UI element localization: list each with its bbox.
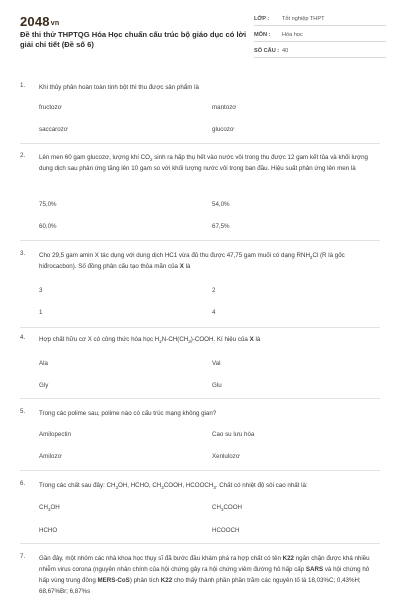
text-part: là (253, 336, 261, 343)
logo-suffix: vn (50, 20, 60, 27)
text-part: COOH, HCOOCH (163, 482, 214, 489)
lop-value: Tốt nghiệp THPT (282, 16, 325, 22)
question-text: Trong các polime sau, polime nào có cấu trúc mạng không gian? (39, 410, 217, 417)
text-part: Cho 29,5 gam amin X tác dụng với dung dịch HC1 vừa đủ thu được 47,75 gam muối có dạng RNH (39, 252, 310, 259)
text-part: COOH (223, 504, 243, 511)
text-part: và hội chứng hô hấp vùng trung đông (39, 566, 370, 584)
text-part: Lên men 60 gam glucozơ, lượng khí CO (39, 154, 150, 161)
option-a[interactable]: 75,0% (39, 201, 57, 208)
subscript: 3 (188, 339, 191, 345)
option-a[interactable]: Amilopectin (39, 431, 71, 438)
document-title: Đề thi thử THPTQG Hóa Học chuẩn cấu trúc bộ giáo dục có lời giải chi tiết (Đề số 6) (20, 30, 247, 49)
logo-text: 2048 (20, 14, 50, 29)
question-text (39, 480, 379, 491)
divider (20, 470, 380, 471)
subscript: 3 (309, 255, 313, 261)
option-d[interactable]: Xenlulozơ (212, 453, 240, 460)
text-part: sinh ra hấp thụ hết vào nước vôi trong thu được 12 gam kết tủa và khối lượng dung dịch sau phản ứng tăng lên 10 gam so với khối lượng nước vôi trong ban đầu. Hiệu suất phản ứng lên men là (39, 154, 368, 172)
option-b[interactable]: Val (212, 360, 221, 367)
option-d[interactable]: Glu (212, 382, 222, 389)
question-number: 2. (20, 152, 26, 159)
bold-text: K22 (282, 555, 294, 562)
option-b[interactable]: Cao su lưu hóa (212, 431, 255, 438)
divider (20, 143, 380, 144)
bold-text: X (249, 336, 254, 343)
option-c[interactable]: 60,0% (39, 223, 57, 230)
question-number: 3. (20, 250, 26, 257)
meta-row-mon (254, 30, 386, 42)
mon-label: MÔN : (254, 32, 271, 38)
question-text (39, 250, 379, 272)
question-number: 5. (20, 408, 26, 415)
question-text: Khi thủy phân hoàn toàn tinh bột thì thu được sản phẩm là (39, 84, 199, 91)
text-part: là (183, 263, 191, 270)
bold-text: X (179, 263, 184, 270)
text-part: Gần đây, một nhóm các nhà khoa học thụy sĩ đã bước đầu khám phá ra hợp chất có tên (39, 555, 283, 562)
question-number: 6. (20, 480, 26, 487)
logo[interactable] (20, 14, 59, 29)
question-number: 1. (20, 82, 26, 89)
option-a[interactable]: fructozơ (39, 104, 62, 111)
meta-box (254, 14, 386, 62)
subscript: 2 (159, 339, 162, 345)
text-part: Trong các chất sau đây: CH (39, 482, 116, 489)
meta-row-socau (254, 46, 386, 58)
option-c[interactable]: 1 (39, 309, 43, 316)
option-d[interactable]: 67,5% (212, 223, 230, 230)
divider (20, 327, 380, 328)
divider (20, 543, 380, 544)
option-a[interactable]: 3 (39, 287, 43, 294)
text-part: CH (212, 504, 221, 511)
text-part: CH (39, 504, 48, 511)
subscript: 3 (161, 485, 164, 491)
bold-text: SARS (305, 566, 324, 573)
mon-value: Hóa học (282, 32, 303, 38)
option-b[interactable]: mantozơ (212, 104, 237, 111)
lop-label: LỚP : (254, 16, 270, 22)
question-number: 4. (20, 334, 26, 341)
option-c[interactable]: Amilozơ (39, 453, 62, 460)
socau-value: 40 (282, 48, 289, 54)
text-part: OH (50, 504, 60, 511)
divider (20, 398, 380, 399)
option-a[interactable] (39, 504, 60, 512)
option-d[interactable]: glucozơ (212, 126, 234, 133)
question-text (39, 152, 379, 174)
subscript: 3 (220, 507, 224, 513)
subscript: 2 (149, 157, 153, 163)
option-b[interactable]: 2 (212, 287, 216, 294)
text-part: OH, HCHO, CH (117, 482, 162, 489)
option-d[interactable]: 4 (212, 309, 216, 316)
option-c[interactable]: saccarozơ (39, 126, 68, 133)
option-c[interactable]: HCHO (39, 527, 58, 534)
text-part: Cl (R là gốc hiđrocacbon). Số đồng phân cấu tạo thỏa mãn của (39, 252, 345, 270)
question-number: 7. (20, 553, 26, 560)
text-part: N-CH(CH (161, 336, 189, 343)
option-b[interactable]: 54,0% (212, 201, 230, 208)
text-part: Hợp chất hữu cơ X có công thức hóa học H (39, 336, 160, 343)
text-part: ) phân tích (129, 577, 161, 584)
subscript: 3 (115, 485, 118, 491)
meta-row-lop (254, 14, 386, 26)
text-part: cho thấy thành phần phần trăm các nguyên tố là 18,03%C; 0,43%H; 68,67%Br; 6,87%s (39, 577, 361, 595)
bold-text: K22 (160, 577, 173, 584)
subscript: 3 (47, 507, 51, 513)
text-part: ngăn chặn được khá nhiều nhiễm virus corona (nguyên nhân chính của hội chứng gây ra hội chứng viêm đường hô hấp cấp (39, 555, 370, 573)
question-text (39, 553, 379, 597)
option-d[interactable]: HCOOCH (212, 527, 240, 534)
header (0, 0, 400, 62)
text-part: . Chất có nhiệt độ sôi cao nhất là: (215, 482, 308, 489)
question-text (39, 334, 379, 345)
option-c[interactable]: Gly (39, 382, 49, 389)
divider (20, 240, 380, 241)
option-a[interactable]: Ala (39, 360, 48, 367)
option-b[interactable] (212, 504, 242, 512)
socau-label: SỐ CÂU : (254, 48, 280, 54)
bold-text: MERS-CoS (97, 577, 130, 584)
text-part: )-COOH. Kí hiệu của (190, 336, 250, 343)
subscript: 3 (213, 485, 216, 491)
